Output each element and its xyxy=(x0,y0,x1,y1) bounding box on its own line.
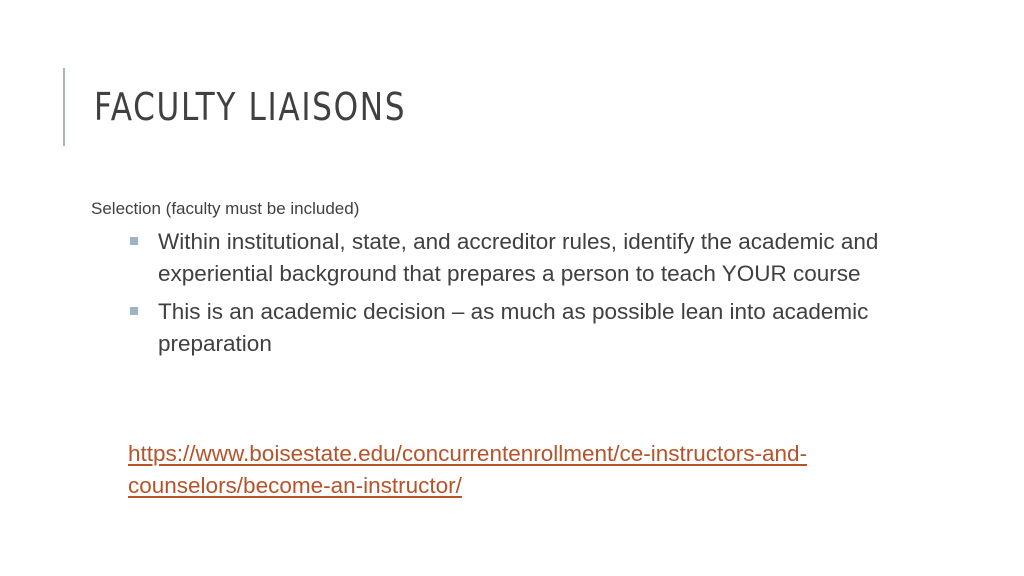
bullet-text: Within institutional, state, and accreditor rules, identify the academic and experiential background that prepares a person to teach YOUR course xyxy=(158,229,879,286)
subheading: Selection (faculty must be included) xyxy=(91,199,360,218)
bullet-list xyxy=(128,226,888,366)
bullet-text: This is an academic decision – as much as possible lean into academic preparation xyxy=(158,299,869,356)
square-bullet-icon xyxy=(130,237,138,245)
slide-title: FACULTY LIAISONS xyxy=(94,85,407,129)
square-bullet-icon xyxy=(130,307,138,315)
instructor-info-link[interactable]: https://www.boisestate.edu/concurrentenrollment/ce-instructors-and-counselors/become-an-instructor/ xyxy=(128,441,808,498)
bullet-item xyxy=(128,296,888,360)
title-accent-bar xyxy=(63,68,65,146)
bullet-item xyxy=(128,226,888,290)
